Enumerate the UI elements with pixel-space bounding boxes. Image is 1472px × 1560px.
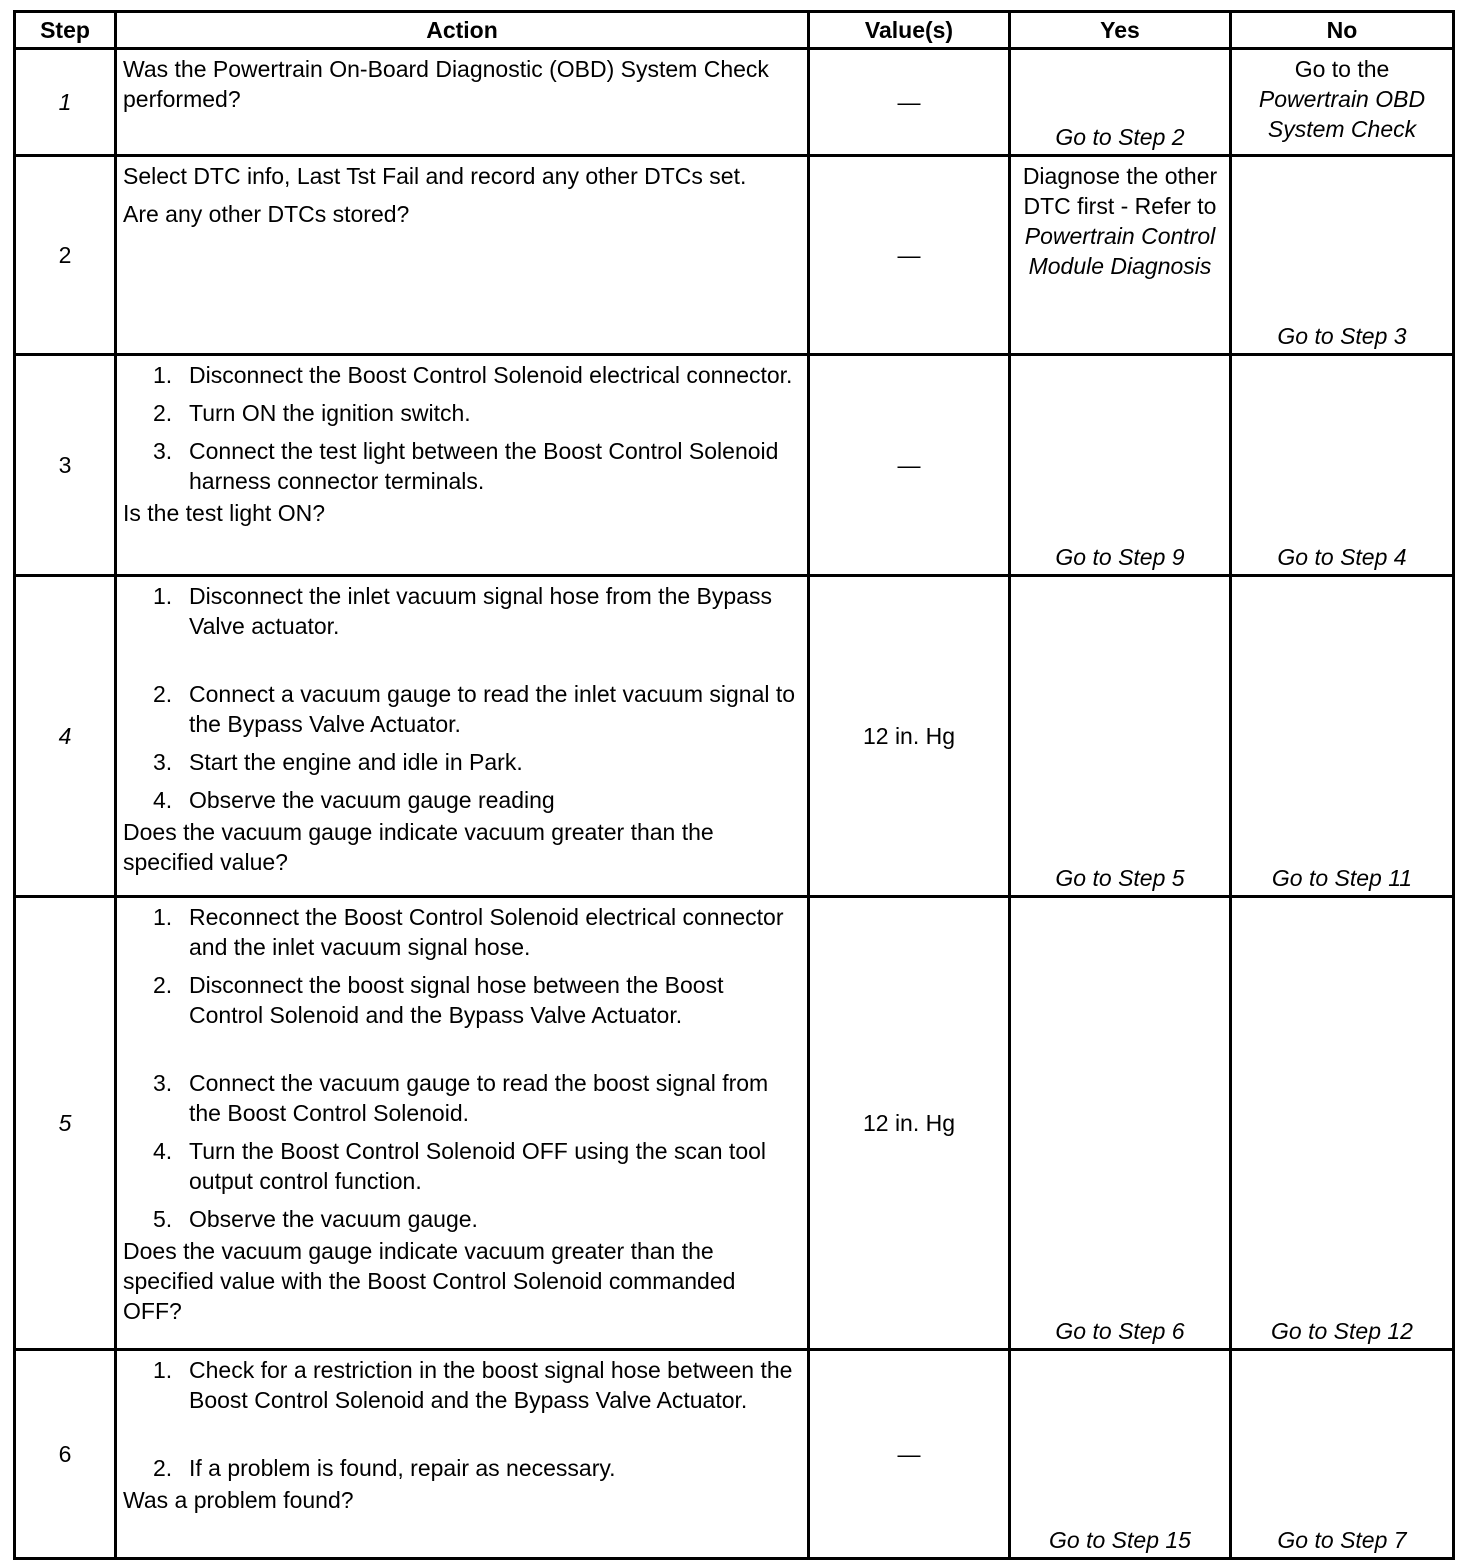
table-row-step-2 [15,156,1454,355]
action-cell [116,576,809,897]
action-question: Was the Powertrain On-Board Diagnostic (OBD) System Check performed? [123,56,769,112]
step-number: 6 [15,1350,116,1559]
goto-link[interactable]: Go to Step 3 [1277,323,1407,349]
action-question: Does the vacuum gauge indicate vacuum greater than the specified value with the Boost Control Solenoid commanded OFF? [123,1238,736,1324]
yes-note-text: Diagnose the other DTC first - Refer to [1022,163,1218,219]
yes-cell [1010,1350,1231,1559]
procedure-list [123,902,799,1234]
action-question: Does the vacuum gauge indicate vacuum greater than the specified value? [123,819,714,875]
table-row-step-6 [15,1350,1454,1559]
value-dash: — [897,452,921,478]
action-question: Are any other DTCs stored? [123,201,410,227]
yes-cell [1010,49,1231,156]
no-cell [1231,49,1454,156]
action-cell [116,1350,809,1559]
procedure-item: 1. Reconnect the Boost Control Solenoid electrical connector and the inlet vacuum signal hose. [153,902,799,962]
value-dash: — [897,89,921,115]
step-number: 1 [15,49,116,156]
procedure-text: Connect a vacuum gauge to read the inlet vacuum signal to the Bypass Valve Actuator. [189,681,796,737]
goto-link[interactable]: Go to Step 6 [1055,1318,1185,1344]
procedure-item: 4. Turn the Boost Control Solenoid OFF using the scan tool output control function. [153,1136,799,1196]
header-step: Step [15,12,116,49]
procedure-item: 1. Check for a restriction in the boost signal hose between the Boost Control Solenoid and the Bypass Valve Actuator. [153,1355,799,1415]
action-question: Is the test light ON? [123,500,325,526]
procedure-text: Connect the vacuum gauge to read the boost signal from the Boost Control Solenoid. [189,1070,769,1126]
table-row-step-3 [15,355,1454,576]
value-dash: — [897,242,921,268]
action-cell [116,355,809,576]
goto-link[interactable]: Go to Step 4 [1277,544,1407,570]
goto-link[interactable]: Go to Step 12 [1271,1318,1413,1344]
action-cell [116,897,809,1350]
no-cell [1231,576,1454,897]
goto-link[interactable]: Go to Step 2 [1055,124,1185,150]
procedure-item: 2. Turn ON the ignition switch. [153,398,799,428]
procedure-text: Turn the Boost Control Solenoid OFF using the scan tool output control function. [189,1138,767,1194]
no-cell [1231,1350,1454,1559]
yes-cell [1010,576,1231,897]
procedure-list [123,360,799,496]
action-text: Select DTC info, Last Tst Fail and record any other DTCs set. [123,163,747,189]
no-cell [1231,897,1454,1350]
procedure-item: 5. Observe the vacuum gauge. [153,1204,799,1234]
diagnostic-table [13,10,1455,1560]
value-cell [809,156,1010,355]
procedure-text: Check for a restriction in the boost signal hose between the Boost Control Solenoid and the Bypass Valve Actuator. [189,1357,793,1413]
yes-cell [1010,355,1231,576]
goto-link[interactable]: Go to Step 15 [1049,1527,1191,1553]
value-cell [809,49,1010,156]
step-number: 5 [15,897,116,1350]
no-note-text: Go to the [1294,56,1390,82]
goto-link[interactable]: Go to Step 5 [1055,865,1185,891]
procedure-item: 2. Disconnect the boost signal hose between the Boost Control Solenoid and the Bypass Valve Actuator. [153,970,799,1030]
action-question: Was a problem found? [123,1487,354,1513]
powertrain-obd-check-link[interactable]: Powertrain OBD System Check [1258,86,1426,142]
step-number: 3 [15,355,116,576]
pcm-diagnosis-link[interactable]: Powertrain Control Module Diagnosis [1024,223,1216,279]
procedure-item: 3. Start the engine and idle in Park. [153,747,799,777]
procedure-text: Connect the test light between the Boost Control Solenoid harness connector terminals. [189,438,779,494]
header-values: Value(s) [809,12,1010,49]
yes-cell [1010,156,1231,355]
value-cell: 12 in. Hg [809,576,1010,897]
goto-link[interactable]: Go to Step 9 [1055,544,1185,570]
goto-link[interactable]: Go to Step 11 [1271,865,1413,891]
value-cell [809,355,1010,576]
table-row-step-5 [15,897,1454,1350]
yes-cell [1010,897,1231,1350]
procedure-text: Turn ON the ignition switch. [189,400,471,426]
procedure-text: Reconnect the Boost Control Solenoid electrical connector and the inlet vacuum signal hose. [189,904,784,960]
table-row-step-4 [15,576,1454,897]
procedure-text: Observe the vacuum gauge reading [189,787,555,813]
procedure-text: Disconnect the boost signal hose between the Boost Control Solenoid and the Bypass Valve Actuator. [189,972,724,1028]
action-cell [116,156,809,355]
step-number: 2 [15,156,116,355]
no-cell [1231,156,1454,355]
value-dash: — [897,1441,921,1467]
goto-link[interactable]: Go to Step 7 [1277,1527,1407,1553]
procedure-item: 3. Connect the vacuum gauge to read the boost signal from the Boost Control Solenoid. [153,1068,799,1128]
action-cell [116,49,809,156]
procedure-item: 3. Connect the test light between the Boost Control Solenoid harness connector terminals. [153,436,799,496]
procedure-text: Observe the vacuum gauge. [189,1206,478,1232]
procedure-list [123,1355,799,1483]
table-row-step-1 [15,49,1454,156]
procedure-item: 2. Connect a vacuum gauge to read the inlet vacuum signal to the Bypass Valve Actuator. [153,679,799,739]
header-no: No [1231,12,1454,49]
procedure-text: If a problem is found, repair as necessary. [189,1455,616,1481]
procedure-item: 1. Disconnect the inlet vacuum signal hose from the Bypass Valve actuator. [153,581,799,641]
procedure-item: 1. Disconnect the Boost Control Solenoid electrical connector. [153,360,799,390]
procedure-item: 2. If a problem is found, repair as necessary. [153,1453,799,1483]
procedure-text: Disconnect the Boost Control Solenoid electrical connector. [189,362,793,388]
header-row [15,12,1454,49]
header-action: Action [116,12,809,49]
procedure-list [123,581,799,815]
header-yes: Yes [1010,12,1231,49]
procedure-item: 4. Observe the vacuum gauge reading [153,785,799,815]
value-cell [809,1350,1010,1559]
no-cell [1231,355,1454,576]
procedure-text: Disconnect the inlet vacuum signal hose from the Bypass Valve actuator. [189,583,772,639]
value-cell: 12 in. Hg [809,897,1010,1350]
procedure-text: Start the engine and idle in Park. [189,749,523,775]
step-number: 4 [15,576,116,897]
